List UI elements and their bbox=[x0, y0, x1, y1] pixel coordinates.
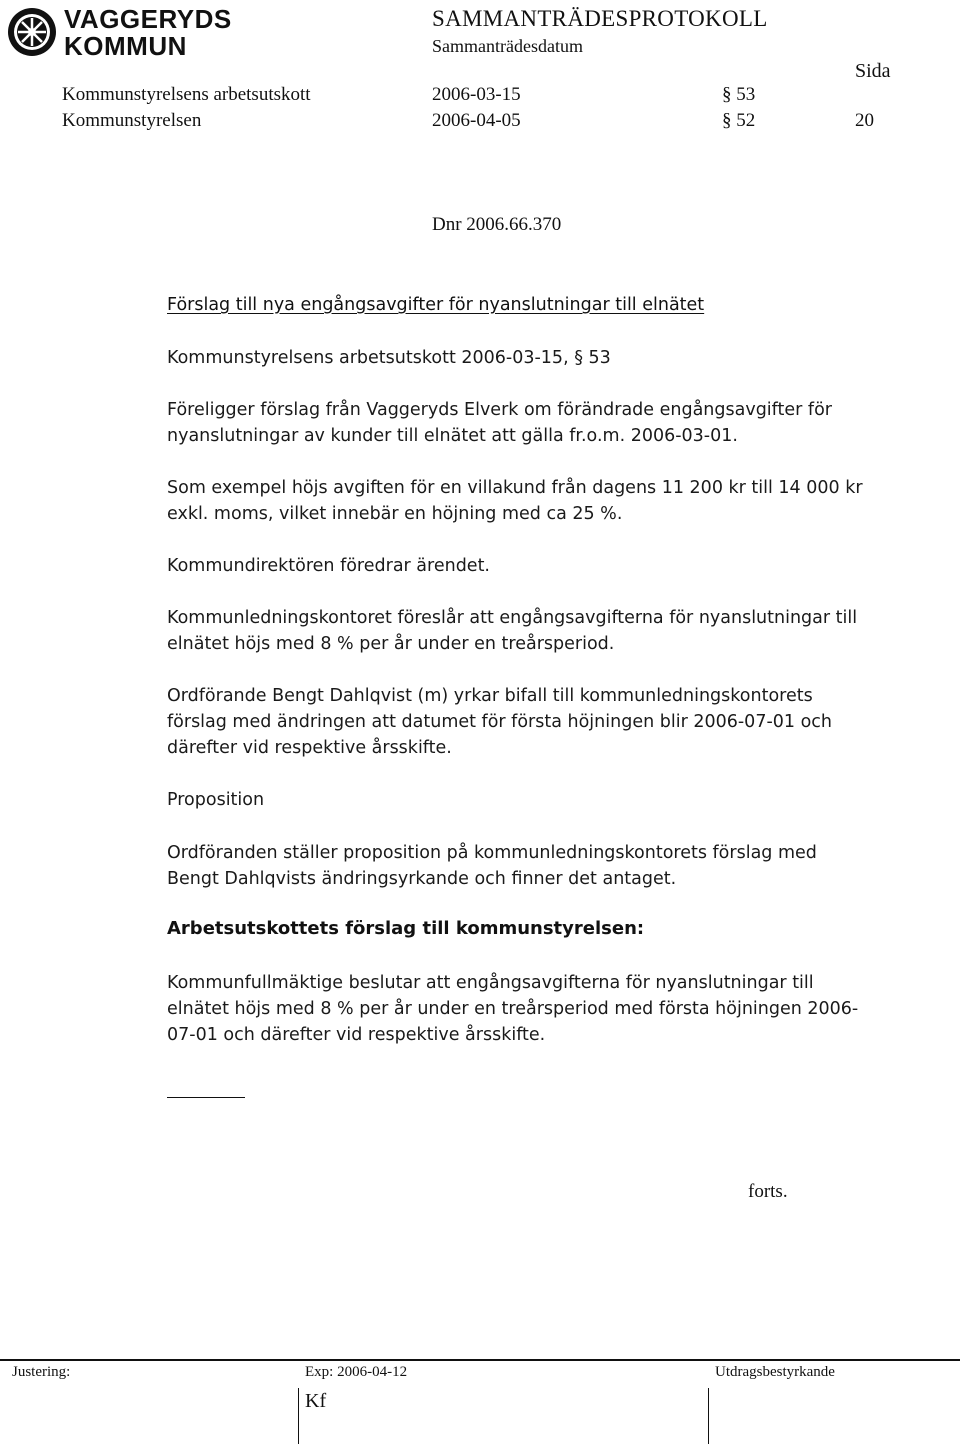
paragraph-text: Kommunledningskontoret föreslår att engångsavgifterna för nyanslutningar till elnätet höjs med 8 % per år under en treårsperiod. bbox=[167, 608, 858, 654]
diary-number: Dnr 2006.66.370 bbox=[432, 214, 562, 235]
paragraph-text: Ordförande Bengt Dahlqvist (m) yrkar bifall till kommunledningskontorets förslag med ändringen att datumet för första höjningen blir 2006-07-01 och därefter vid respektive årsskifte. bbox=[167, 686, 833, 758]
document-title: SAMMANTRÄDESPROTOKOLL bbox=[432, 6, 768, 31]
paragraph-text: Kommunstyrelsens arbetsutskott 2006-03-15, § 53 bbox=[167, 348, 611, 368]
page-label: Sida bbox=[855, 60, 891, 82]
meta-section-1: § 53 bbox=[722, 84, 756, 105]
section-divider bbox=[167, 1097, 245, 1098]
paragraph-presentation bbox=[167, 553, 867, 579]
meta-body-2: Kommunstyrelsen bbox=[62, 110, 202, 131]
footer-kf-label: Kf bbox=[305, 1390, 327, 1412]
paragraph-office-proposal bbox=[167, 605, 867, 657]
footer-divider bbox=[0, 1359, 960, 1361]
footer-expedition-date: Exp: 2006-04-12 bbox=[305, 1364, 408, 1380]
continued-label: forts. bbox=[748, 1181, 788, 1202]
paragraph-text: Som exempel höjs avgiften för en villakund från dagens 11 200 kr till 14 000 kr exkl. moms, vilket innebär en höjning med ca 25 %. bbox=[167, 478, 863, 524]
logo-text-line2: KOMMUN bbox=[64, 31, 187, 61]
paragraph-text: Föreligger förslag från Vaggeryds Elverk om förändrade engångsavgifter för nyanslutningar av kunder till elnätet att gälla fr.o.m. 2006-03-01. bbox=[167, 400, 832, 446]
paragraph-text: Proposition bbox=[167, 790, 265, 810]
paragraph-text: Kommunfullmäktige beslutar att engångsavgifterna för nyanslutningar till elnätet höjs med 8 % per år under en treårsperiod med första höjningen 2006-07-01 och därefter vid respektive årsskifte. bbox=[167, 973, 859, 1045]
paragraph-final-proposal bbox=[167, 970, 867, 1048]
municipality-logo bbox=[6, 4, 232, 61]
paragraph-proposition-label bbox=[167, 787, 867, 813]
footer-signature-line bbox=[298, 1388, 299, 1444]
paragraph-text: Kommundirektören föredrar ärendet. bbox=[167, 556, 490, 576]
footer-extract-certification: Utdragsbestyrkande bbox=[715, 1364, 835, 1380]
page-number: 20 bbox=[855, 110, 874, 131]
footer-signature-line bbox=[708, 1388, 709, 1444]
case-title: Förslag till nya engångsavgifter för nyanslutningar till elnätet bbox=[167, 295, 705, 315]
meta-body-1: Kommunstyrelsens arbetsutskott bbox=[62, 84, 311, 105]
paragraph-example bbox=[167, 475, 867, 527]
meta-section-2: § 52 bbox=[722, 110, 756, 131]
logo-text-line1: VAGGERYDS bbox=[64, 4, 232, 34]
paragraph-proposal-intro bbox=[167, 397, 867, 449]
paragraph-reference bbox=[167, 345, 867, 371]
paragraph-chairman-motion bbox=[167, 683, 867, 761]
meeting-date-label: Sammanträdesdatum bbox=[432, 36, 583, 56]
logo-wheel-icon bbox=[6, 6, 58, 58]
committee-proposal-heading: Arbetsutskottets förslag till kommunstyrelsen: bbox=[167, 918, 645, 939]
footer-justering: Justering: bbox=[12, 1364, 71, 1380]
paragraph-text: Ordföranden ställer proposition på kommunledningskontorets förslag med Bengt Dahlqvists ändringsyrkande och finner det antaget. bbox=[167, 843, 817, 889]
meta-date-1: 2006-03-15 bbox=[432, 84, 521, 105]
meta-date-2: 2006-04-05 bbox=[432, 110, 521, 131]
paragraph-proposition bbox=[167, 840, 867, 892]
